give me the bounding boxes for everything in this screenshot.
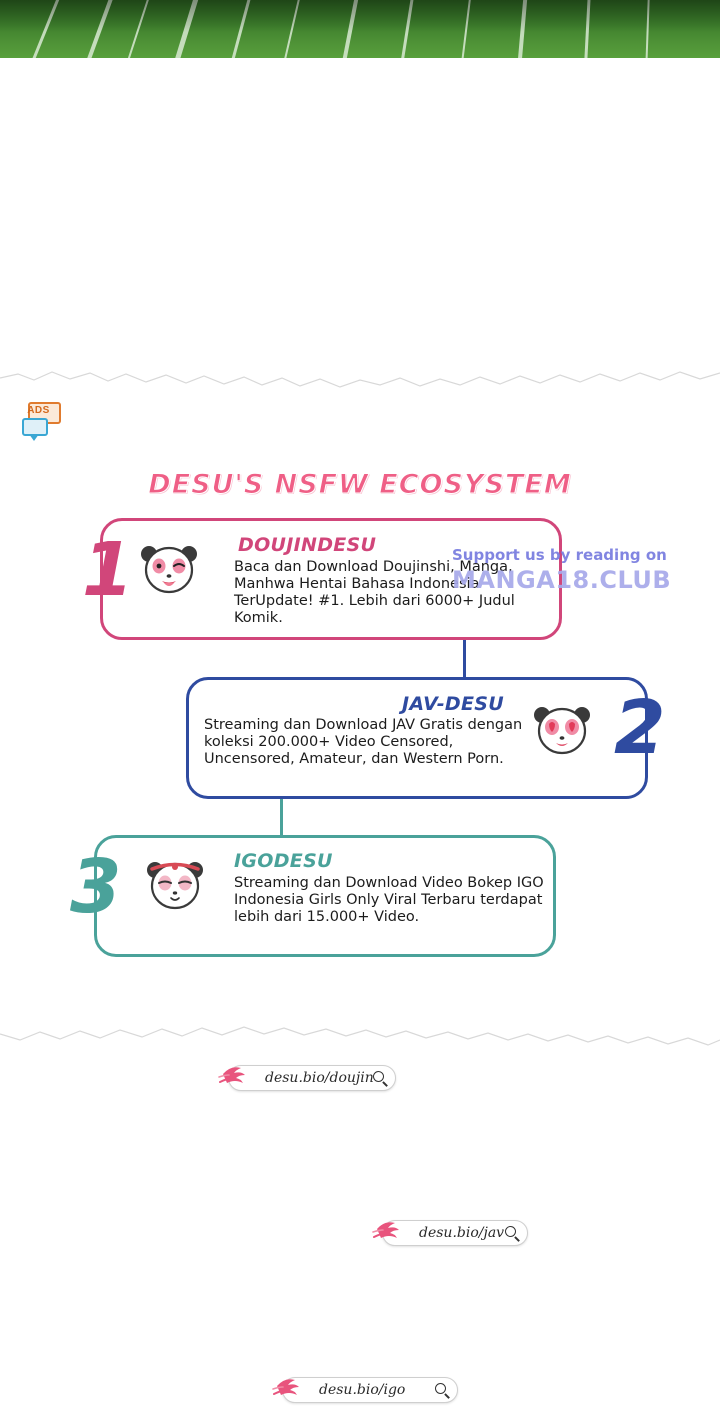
connector-card1-card2: [362, 635, 466, 683]
ad-url-pill-1[interactable]: [228, 1065, 396, 1091]
search-icon-2[interactable]: [503, 1224, 522, 1243]
ad-card-number-3: 3: [70, 844, 122, 930]
ad-title: DESU'S NSFW ECOSYSTEM: [148, 469, 572, 500]
ad-url-pill-3[interactable]: [282, 1377, 458, 1403]
ad-url-text-1: desu.bio/doujin: [265, 1070, 374, 1086]
torn-paper-edge-top: [0, 352, 720, 396]
ad-url-text-3: desu.bio/igo: [319, 1382, 406, 1398]
ad-card-number-1: 1: [82, 527, 134, 613]
watermark-line-1: Support us by reading on: [452, 546, 667, 564]
bird-icon-3: [271, 1372, 311, 1406]
panda-mascot-icon-3: [146, 859, 204, 911]
ad-url-text-2: desu.bio/jav: [419, 1225, 505, 1241]
ad-card-body-2: Streaming dan Download JAV Gratis dengan koleksi 200.000+ Video Censored, Uncensored, Amateur, dan Western Porn.: [204, 717, 523, 767]
bird-icon-2: [371, 1215, 411, 1249]
ad-card-body-1: Baca dan Download Doujinshi, Manga, Manhwa Hentai Bahasa Indonesia TerUpdate! #1. Lebih dari 6000+ Judul Komik.: [234, 559, 515, 626]
ad-url-pill-2[interactable]: [382, 1220, 528, 1246]
ad-card-body-3: Streaming dan Download Video Bokep IGO Indonesia Girls Only Viral Terbaru terdapat lebih dari 15.000+ Video.: [234, 875, 544, 925]
panda-mascot-icon-2: [533, 704, 591, 756]
ads-badge[interactable]: [22, 402, 64, 440]
ad-card-heading-3: IGODESU: [234, 850, 333, 872]
torn-paper-edge-bottom: [0, 1016, 720, 1060]
ad-card-heading-1: DOUJINDESU: [238, 534, 377, 556]
connector-card2-card3: [280, 793, 376, 841]
ads-badge-label: ADS: [27, 405, 50, 416]
search-icon-1[interactable]: [371, 1069, 390, 1088]
advertisement-banner[interactable]: [0, 455, 720, 1398]
ad-card-number-2: 2: [614, 685, 666, 771]
watermark-line-2: MANGA18.CLUB: [452, 566, 672, 594]
search-icon-3[interactable]: [433, 1381, 452, 1400]
ad-card-heading-2: JAV-DESU: [402, 693, 504, 715]
bird-icon-1: [217, 1060, 257, 1094]
speech-bubble-icon: [22, 418, 48, 436]
manga-panel-strip: [0, 0, 720, 58]
panda-mascot-icon-1: [140, 543, 198, 595]
